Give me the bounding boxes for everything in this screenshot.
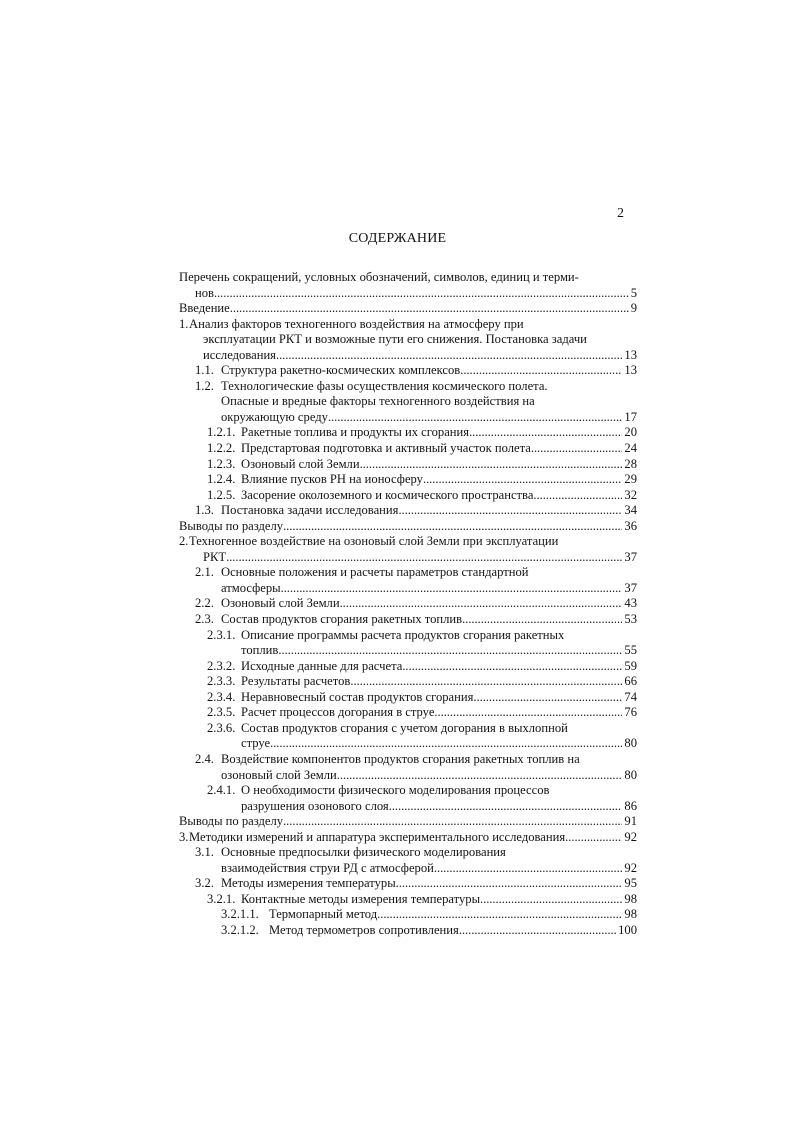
toc-entry-line <box>179 628 637 644</box>
toc-entry-number: 3.2.1.1. <box>221 907 259 922</box>
dot-leader <box>230 301 629 317</box>
dot-leader <box>283 519 622 535</box>
toc-entry-text: Метод термометров сопротивления <box>269 922 459 937</box>
toc-entry-text: Состав продуктов сгорания ракетных топлив <box>221 612 463 627</box>
toc-entry-page[interactable]: 5 <box>630 285 637 300</box>
toc-entry-line <box>179 752 637 768</box>
toc-entry-page[interactable]: 28 <box>624 456 637 471</box>
toc-entry-page[interactable]: 92 <box>624 829 637 844</box>
toc-entry-text: Влияние пусков РН на ионосферу <box>241 472 423 487</box>
toc-entry-page[interactable]: 95 <box>624 876 637 891</box>
toc-entry-text: Озоновый слой Земли <box>221 596 340 611</box>
toc-entry-page[interactable]: 24 <box>624 441 637 456</box>
dot-leader <box>396 876 623 892</box>
toc-entry-number: 1.2. <box>195 378 214 393</box>
page-number: 2 <box>617 206 624 221</box>
toc-entry-line <box>179 488 637 504</box>
dot-leader <box>402 659 622 675</box>
toc-entry-page[interactable]: 92 <box>624 860 637 875</box>
toc-entry-line <box>179 768 637 784</box>
dot-leader <box>473 690 622 706</box>
toc-entry-number: 2. <box>179 534 189 549</box>
toc-entry-line <box>179 736 637 752</box>
toc-entry-text: взаимодействия струи РД с атмосферой <box>221 860 434 875</box>
toc-entry-text: Структура ракетно-космических комплексов <box>221 363 461 378</box>
dot-leader <box>278 643 622 659</box>
toc-entry-page[interactable]: 9 <box>630 301 637 316</box>
toc-entry-line <box>179 705 637 721</box>
toc-entry-line <box>179 876 637 892</box>
toc-entry-line <box>179 379 637 395</box>
dot-leader <box>565 830 622 846</box>
toc-entry-line <box>179 721 637 737</box>
toc-entry-number: 1.2.1. <box>207 425 236 440</box>
dot-leader <box>460 363 622 379</box>
toc-entry-text: Методы измерения температуры <box>221 876 396 891</box>
toc-entry-line <box>179 550 637 566</box>
toc-entry-line <box>179 565 637 581</box>
toc-entry-line <box>179 348 637 364</box>
toc-entry-number: 2.3.5. <box>207 705 236 720</box>
toc-entry-page[interactable]: 86 <box>624 798 637 813</box>
toc-entry-page[interactable]: 17 <box>624 409 637 424</box>
dot-leader <box>328 410 622 426</box>
toc-entry-text: Засорение околоземного и космического пространства <box>241 487 534 502</box>
toc-entry-line <box>179 892 637 908</box>
toc-entry-page[interactable]: 55 <box>624 643 637 658</box>
dot-leader <box>350 674 622 690</box>
dot-leader <box>469 425 622 441</box>
dot-leader <box>434 861 623 877</box>
toc-entry-text: Неравновесный состав продуктов сгорания <box>241 689 474 704</box>
toc-entry-text: Воздействие компонентов продуктов сгорания ракетных топлив на <box>221 751 580 766</box>
dot-leader <box>226 550 622 566</box>
toc-entry-number: 1.2.3. <box>207 456 236 471</box>
toc-entry-number: 3.2. <box>195 876 214 891</box>
toc-entry-text: Исходные данные для расчета <box>241 658 403 673</box>
toc-entry-number: 3. <box>179 829 189 844</box>
toc-entry-page[interactable]: 13 <box>624 363 637 378</box>
toc-entry-text: Выводы по разделу <box>179 518 284 533</box>
toc-entry-page[interactable]: 76 <box>624 705 637 720</box>
toc-entry-number: 2.4.1. <box>207 783 236 798</box>
toc-entry-page[interactable]: 74 <box>624 689 637 704</box>
toc-entry-line <box>179 441 637 457</box>
toc-entry-line <box>179 830 637 846</box>
dot-leader <box>389 799 623 815</box>
toc-entry-text: атмосферы <box>221 580 281 595</box>
dot-leader <box>283 814 622 830</box>
toc-entry-line <box>179 643 637 659</box>
toc-entry-text: Ракетные топлива и продукты их сгорания <box>241 425 470 440</box>
toc-entry-text: озоновый слой Земли <box>221 767 337 782</box>
toc-entry-text: эксплуатации РКТ и возможные пути его снижения. Постановка задачи <box>203 332 587 347</box>
toc-entry-text: нов <box>195 285 214 300</box>
toc-entry-text: струе <box>241 736 271 751</box>
toc-entry-number: 1. <box>179 316 189 331</box>
toc-entry-line <box>179 301 637 317</box>
toc-entry-text: Техногенное воздействие на озоновый слой Земли при эксплуатации <box>189 534 559 549</box>
toc-entry-number: 2.1. <box>195 565 214 580</box>
toc-entry-page[interactable]: 80 <box>624 736 637 751</box>
toc-entry-number: 2.3.1. <box>207 627 236 642</box>
toc-entry-line <box>179 799 637 815</box>
toc-entry-line <box>179 394 637 410</box>
toc-entry-text: Технологические фазы осуществления космического полета. <box>221 378 548 393</box>
toc-entry-line <box>179 332 637 348</box>
toc-entry-line <box>179 410 637 426</box>
toc-entry-line <box>179 503 637 519</box>
toc-entry-text: окружающую среду <box>221 409 328 424</box>
toc-entry-line <box>179 317 637 333</box>
toc-entry-page[interactable]: 13 <box>624 347 637 362</box>
toc-entry-number: 2.3.3. <box>207 674 236 689</box>
table-of-contents <box>179 270 637 939</box>
toc-entry-line <box>179 845 637 861</box>
toc-entry-line <box>179 861 637 877</box>
toc-entry-text: Перечень сокращений, условных обозначений, символов, единиц и терми- <box>179 270 579 284</box>
toc-entry-text: Результаты расчетов <box>241 674 351 689</box>
toc-entry-page[interactable]: 37 <box>624 580 637 595</box>
toc-entry-line <box>179 457 637 473</box>
dot-leader <box>423 472 622 488</box>
dot-leader <box>434 705 622 721</box>
toc-entry-page[interactable]: 37 <box>624 549 637 564</box>
toc-entry-text: Выводы по разделу <box>179 814 284 829</box>
toc-entry-text: РКТ <box>203 549 227 564</box>
toc-entry-text: топлив <box>241 643 279 658</box>
toc-entry-text: Методики измерений и аппаратура экспериментального исследования <box>189 829 566 844</box>
toc-entry-text: Описание программы расчета продуктов сгорания ракетных <box>241 627 565 642</box>
toc-entry-number: 2.3.4. <box>207 689 236 704</box>
toc-entry-number: 3.1. <box>195 845 214 860</box>
toc-entry-page[interactable]: 98 <box>624 907 637 922</box>
toc-entry-number: 2.3. <box>195 612 214 627</box>
dot-leader <box>214 286 629 302</box>
toc-entry-page[interactable]: 100 <box>618 922 637 937</box>
toc-entry-line <box>179 472 637 488</box>
toc-entry-page[interactable]: 29 <box>624 472 637 487</box>
toc-entry-line <box>179 814 637 830</box>
toc-entry-text: Расчет процессов догорания в струе <box>241 705 435 720</box>
toc-entry-text: Термопарный метод <box>269 907 378 922</box>
toc-entry-number: 2.3.6. <box>207 720 236 735</box>
toc-entry-text: Контактные методы измерения температуры <box>241 891 481 906</box>
toc-entry-page[interactable]: 98 <box>624 891 637 906</box>
toc-entry-page[interactable]: 36 <box>624 518 637 533</box>
dot-leader <box>531 441 623 457</box>
toc-entry-number: 3.2.1.2. <box>221 922 259 937</box>
toc-entry-page[interactable]: 43 <box>624 596 637 611</box>
toc-entry-number: 1.2.2. <box>207 441 236 456</box>
toc-entry-line <box>179 519 637 535</box>
dot-leader <box>360 457 623 473</box>
toc-entry-page[interactable]: 20 <box>624 425 637 440</box>
toc-title: СОДЕРЖАНИЕ <box>348 231 447 246</box>
toc-entry-number: 2.4. <box>195 751 214 766</box>
toc-entry-page[interactable]: 66 <box>624 674 637 689</box>
toc-entry-text: Анализ факторов техногенного воздействия на атмосферу при <box>189 316 524 331</box>
toc-entry-page[interactable]: 59 <box>624 658 637 673</box>
toc-entry-page[interactable]: 32 <box>624 487 637 502</box>
toc-entry-line <box>179 425 637 441</box>
dot-leader <box>459 923 616 939</box>
toc-entry-text: исследования <box>203 347 276 362</box>
dot-leader <box>377 907 622 923</box>
toc-entry-line <box>179 270 637 286</box>
toc-entry-number: 1.3. <box>195 503 214 518</box>
toc-entry-line <box>179 612 637 628</box>
toc-entry-line <box>179 363 637 379</box>
toc-entry-line <box>179 907 637 923</box>
toc-entry-page[interactable]: 53 <box>624 612 637 627</box>
dot-leader <box>281 581 623 597</box>
toc-entry-text: Опасные и вредные факторы техногенного воздействия на <box>221 394 535 409</box>
dot-leader <box>337 768 623 784</box>
dot-leader <box>340 596 623 612</box>
toc-entry-number: 1.1. <box>195 363 214 378</box>
toc-entry-page[interactable]: 80 <box>624 767 637 782</box>
toc-entry-line <box>179 286 637 302</box>
toc-entry-line <box>179 674 637 690</box>
toc-entry-number: 3.2.1. <box>207 891 236 906</box>
toc-entry-line <box>179 690 637 706</box>
toc-entry-line <box>179 659 637 675</box>
dot-leader <box>462 612 622 628</box>
toc-entry-text: Основные предпосылки физического моделирования <box>221 845 506 860</box>
toc-entry-line <box>179 534 637 550</box>
toc-entry-text: Основные положения и расчеты параметров стандартной <box>221 565 529 580</box>
toc-entry-page[interactable]: 91 <box>624 814 637 829</box>
dot-leader <box>270 736 622 752</box>
toc-entry-number: 2.2. <box>195 596 214 611</box>
dot-leader <box>533 488 622 504</box>
toc-entry-line <box>179 596 637 612</box>
toc-entry-number: 1.2.5. <box>207 487 236 502</box>
toc-entry-text: Введение <box>179 301 230 316</box>
dot-leader <box>480 892 622 908</box>
toc-entry-text: Постановка задачи исследования <box>221 503 399 518</box>
dot-leader <box>398 503 622 519</box>
toc-entry-number: 1.2.4. <box>207 472 236 487</box>
toc-entry-text: О необходимости физического моделирования процессов <box>241 783 550 798</box>
toc-entry-text: Озоновый слой Земли <box>241 456 360 471</box>
toc-entry-page[interactable]: 34 <box>624 503 637 518</box>
toc-entry-text: Предстартовая подготовка и активный участок полета <box>241 441 531 456</box>
toc-entry-text: разрушения озонового слоя <box>241 798 389 813</box>
toc-entry-line <box>179 581 637 597</box>
toc-entry-line <box>179 923 637 939</box>
dot-leader <box>276 348 622 364</box>
toc-entry-line <box>179 783 637 799</box>
toc-entry-number: 2.3.2. <box>207 658 236 673</box>
toc-entry-text: Состав продуктов сгорания с учетом догорания в выхлопной <box>241 720 568 735</box>
